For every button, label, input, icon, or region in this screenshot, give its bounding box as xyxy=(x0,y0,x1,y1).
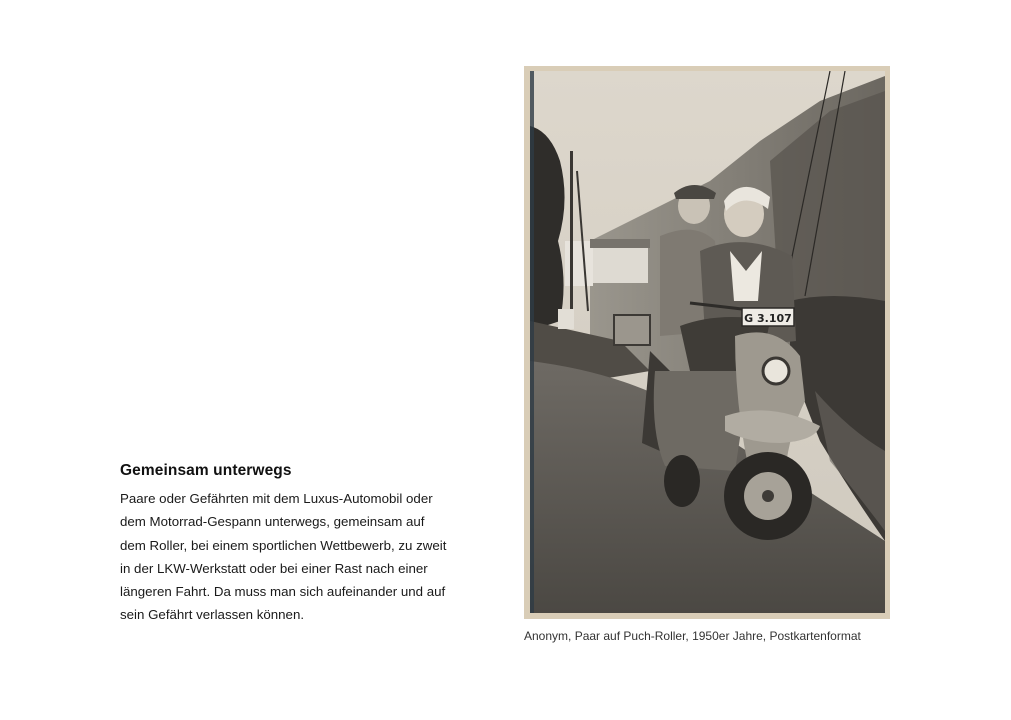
article-body xyxy=(120,487,470,627)
vintage-photo xyxy=(524,66,890,619)
article-line: sein Gefährt verlassen können. xyxy=(120,607,305,623)
article-heading: Gemeinsam unterwegs xyxy=(120,462,292,479)
photo-caption: Anonym, Paar auf Puch-Roller, 1950er Jahre, Postkartenformat xyxy=(524,629,861,643)
building xyxy=(565,241,593,286)
scooter-rear-wheel xyxy=(664,455,700,507)
article-line: in der LKW-Werkstatt oder bei einer Rast nach einer xyxy=(120,560,428,576)
building xyxy=(593,247,648,283)
article-line: Paare oder Gefährten mit dem Luxus-Automobil oder xyxy=(120,491,433,506)
scooter-luggage-box xyxy=(614,315,650,345)
license-plate-text: G 3.107 xyxy=(744,312,792,325)
article-line: längeren Fahrt. Da muss man sich aufeinander und auf xyxy=(120,584,446,600)
article-line: dem Roller, bei einem sportlichen Wettbewerb, zu zweit xyxy=(120,537,447,553)
photo-edge xyxy=(530,71,534,613)
pole xyxy=(570,151,573,311)
scooter-headlight xyxy=(763,358,789,384)
milestone xyxy=(558,309,574,329)
article-line: dem Motorrad-Gespann unterwegs, gemeinsam auf xyxy=(120,514,425,530)
building-roof xyxy=(590,239,650,248)
article-text-block xyxy=(120,461,470,627)
photo-scooter-couple xyxy=(530,71,885,613)
scooter-wheel-hub xyxy=(762,490,774,502)
